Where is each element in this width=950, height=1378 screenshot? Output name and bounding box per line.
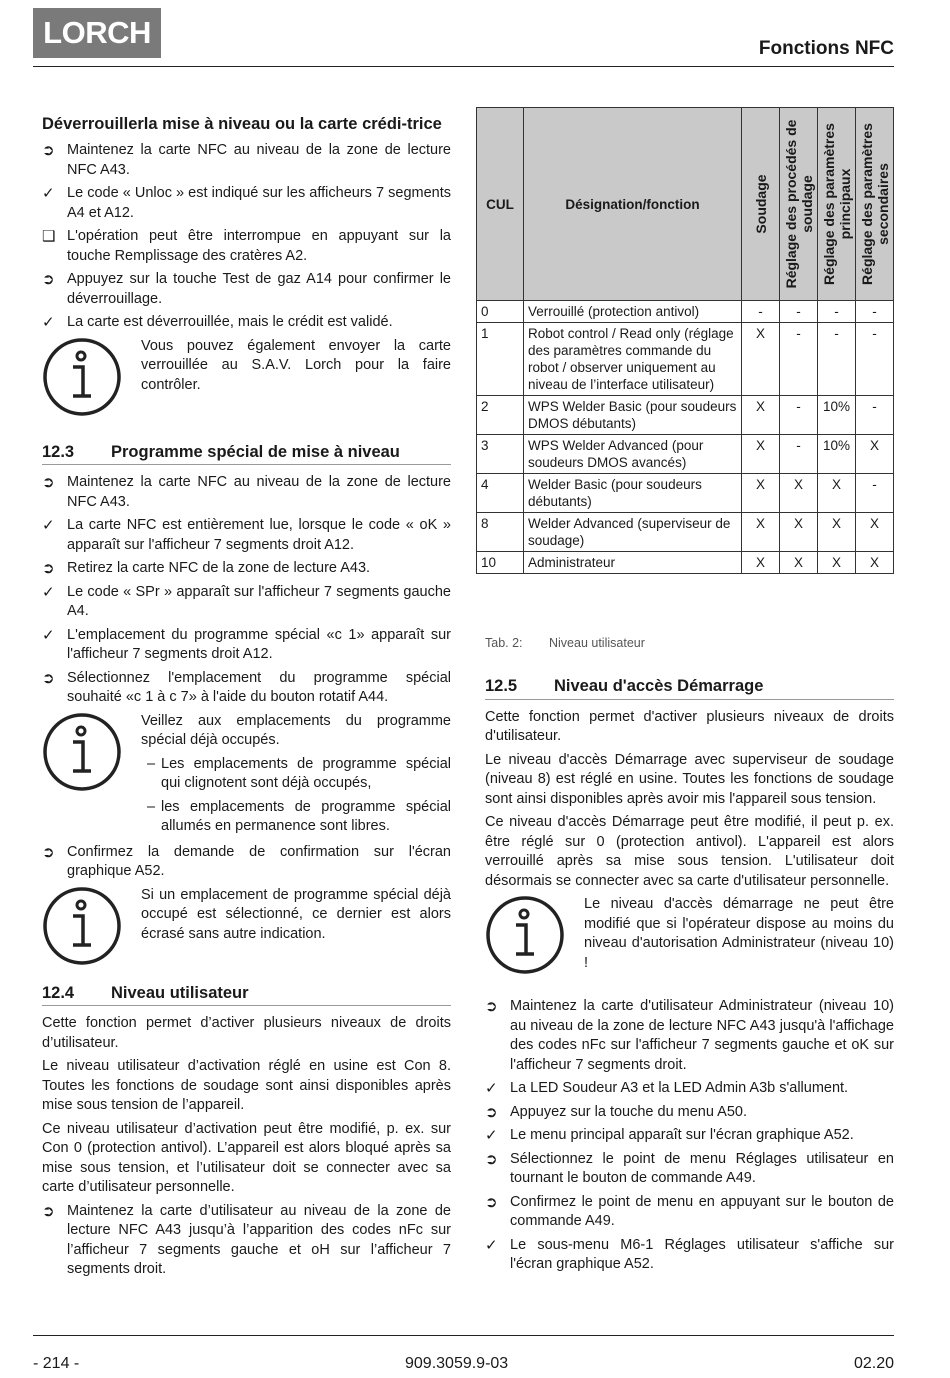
col-header-designation: Désignation/fonction [524, 108, 742, 301]
step-item [42, 141, 451, 180]
step-item: ➲ Appuyez sur la touche du menu A50. [485, 1103, 747, 1121]
table-row: 1 Robot control / Read only (réglage des paramètres commande du robot / observer uniquement au niveau de l’interface utilisateur) X - - - [477, 323, 894, 396]
step-symbol: ❑ [42, 228, 56, 245]
info-note [42, 886, 451, 966]
step-item: ➲ Maintenez la carte d'utilisateur Administrateur (niveau 10) au niveau de la zone de lecture NFC A43 jusqu'à l'affichage des codes nFc sur l'afficheur 7 segments gauche et oK sur l'afficheur 7 segments droit. [485, 998, 894, 1073]
step-item: ➲ Maintenez la carte NFC au niveau de la zone de lecture NFC A43. [42, 474, 451, 510]
step-symbol: ➲ [42, 271, 55, 288]
step-item: ➲ Sélectionnez l'emplacement du programme spécial souhaité «c 1 à c 7» à l'aide du bouton rotatif A44. [42, 669, 451, 705]
step-item [42, 184, 451, 223]
step-text: Appuyez sur la touche Test de gaz A14 pour confirmer le déverrouillage. [67, 271, 451, 307]
table-caption: Tab. 2: Niveau utilisateur [485, 636, 645, 650]
step-item: ✓ Le code « SPr » apparaît sur l'afficheur 7 segments gauche A4. [42, 583, 451, 619]
col-header-principaux: Réglage des paramètres principaux [818, 108, 856, 301]
paragraph: Ce niveau utilisateur d’activation peut être modifié, p. ex. sur Con 0 (protection antivol). L’appareil est alors bloqué après sa mise sous tension, et l’utilisateur doit se connecter avec sa carte d’utilisateur personnelle. [42, 1120, 451, 1195]
info-icon [42, 886, 141, 966]
step-item [42, 313, 451, 333]
step-item: ➲ Sélectionnez le point de menu Réglages utilisateur en tournant le bouton de commande A49. [485, 1150, 894, 1186]
table-row: 3 WPS Welder Advanced (pour soudeurs DMOS avancés) X - 10% X [477, 435, 894, 474]
lorch-logo: LORCH [33, 8, 161, 58]
page-number: - 214 - [33, 1355, 80, 1372]
col-header-cul: CUL [477, 108, 524, 301]
section-12-5-heading: 12.5 Niveau d'accès Démarrage [485, 677, 894, 700]
col-header-procedes: Réglage des procédés de soudage [780, 108, 818, 301]
note-text: Vous pouvez également envoyer la carte verrouillée au S.A.V. Lorch pour la faire contrôler. [141, 337, 451, 393]
step-item: ✓ Le menu principal apparaît sur l'écran graphique A52. [485, 1127, 854, 1144]
step-symbol: ➲ [42, 142, 55, 159]
paragraph: Cette fonction permet d’activer plusieurs niveaux de droits d’utilisateur. [42, 1015, 451, 1051]
note-text: Le niveau d'accès démarrage ne peut être modifié que si l'opérateur dispose au moins du niveau d'autorisation Administrateur (niveau 10) ! [584, 896, 894, 971]
step-text: La carte est déverrouillée, mais le crédit est validé. [67, 314, 393, 330]
info-note [485, 895, 894, 975]
note-text: Si un emplacement de programme spécial déjà occupé est sélectionné, ce dernier est alors écrasé sans autre indication. [141, 886, 451, 942]
step-symbol: ✓ [42, 314, 55, 331]
step-item: ✓ La carte NFC est entièrement lue, lorsque le code « oK » apparaît sur l'afficheur 7 segments droit A12. [42, 517, 451, 553]
step-item: ➲ Maintenez la carte d’utilisateur au niveau de la zone de lecture NFC A43 jusqu’à l’apparition des codes nFc sur l’afficheur 7 segments gauche et oH sur l’afficheur 7 segments droit. [42, 1202, 451, 1277]
section-12-4-heading: 12.4 Niveau utilisateur [42, 984, 451, 1007]
unlock-steps [42, 141, 451, 333]
footer-divider [33, 1335, 894, 1336]
paragraph: Cette fonction permet d'activer plusieurs niveaux de droits d'utilisateur. [485, 708, 894, 744]
table-row: 2 WPS Welder Basic (pour soudeurs DMOS débutants) X - 10% - [477, 396, 894, 435]
document-number: 909.3059.9-03 [405, 1355, 509, 1372]
col-header-soudage: Soudage [742, 108, 780, 301]
info-icon [485, 895, 584, 975]
step-text: L'opération peut être interrompue en appuyant sur la touche Remplissage des cratères A2. [67, 228, 451, 264]
unlock-heading: Déverrouillerla mise à niveau ou la carte crédi-trice [42, 115, 442, 133]
table-row: 10 Administrateur X X X X [477, 552, 894, 574]
table-header-row [477, 108, 894, 301]
table-row: 4 Welder Basic (pour soudeurs débutants) X X X - [477, 474, 894, 513]
user-level-table [476, 107, 894, 574]
step-item: ➲ Retirez la carte NFC de la zone de lecture A43. [42, 560, 371, 577]
col-header-secondaires: Réglage des paramètres secondaires [856, 108, 894, 301]
left-column [42, 113, 451, 1284]
table-row: 0 Verrouillé (protection antivol) - - - - [477, 301, 894, 323]
step-symbol: ✓ [42, 185, 55, 202]
step-item [42, 227, 451, 266]
header-divider [33, 66, 894, 67]
info-icon [42, 712, 141, 837]
step-text: Maintenez la carte NFC au niveau de la zone de lecture NFC A43. [67, 142, 451, 178]
info-note [42, 337, 451, 417]
step-item: ➲ Confirmez le point de menu en appuyant sur le bouton de commande A49. [485, 1193, 894, 1229]
step-text: Le code « Unloc » est indiqué sur les afficheurs 7 segments A4 et A12. [67, 185, 451, 221]
step-item: ✓ La LED Soudeur A3 et la LED Admin A3b s'allument. [485, 1080, 849, 1097]
step-item: ✓ Le sous-menu M6-1 Réglages utilisateur s'affiche sur l'écran graphique A52. [485, 1236, 894, 1272]
paragraph: Le niveau d'accès Démarrage avec superviseur de soudage (niveau 8) est réglé en usine. Toutes les fonctions de soudage sont ainsi disponibles après avoir mis l'appareil sous tension. [485, 751, 894, 807]
section-12-3-heading: 12.3 Programme spécial de mise à niveau [42, 443, 451, 466]
right-column [485, 677, 894, 1279]
table-row: 8 Welder Advanced (superviseur de soudage) X X X X [477, 513, 894, 552]
paragraph: Le niveau utilisateur d’activation réglé en usine est Con 8. Toutes les fonctions de soudage sont ainsi disponibles après mise sous tension de l’appareil. [42, 1058, 451, 1113]
step-item: ➲ Confirmez la demande de confirmation sur l'écran graphique A52. [42, 843, 451, 879]
step-item [42, 270, 451, 309]
info-note [42, 712, 451, 837]
document-date: 02.20 [853, 1355, 894, 1372]
info-icon [42, 337, 141, 417]
page-header-title: Fonctions NFC [758, 38, 894, 59]
paragraph: Ce niveau d'accès Démarrage peut être modifié, il peut p. ex. être réglé sur 0 (protection antivol). L'appareil est alors verrouillé après sa mise sous tension. L'utilisateur doit désormais se connecter avec sa carte d'utilisateur personnelle. [485, 814, 894, 889]
note-text: Veillez aux emplacements du programme spécial déjà occupés. – Les emplacements de programme spécial qui clignotent sont déjà occupés, – les emplacements de programme spécial allumés en permanence sont libres. [141, 712, 451, 834]
step-item: ✓ L'emplacement du programme spécial «c 1» apparaît sur l'afficheur 7 segments droit A12. [42, 626, 451, 662]
